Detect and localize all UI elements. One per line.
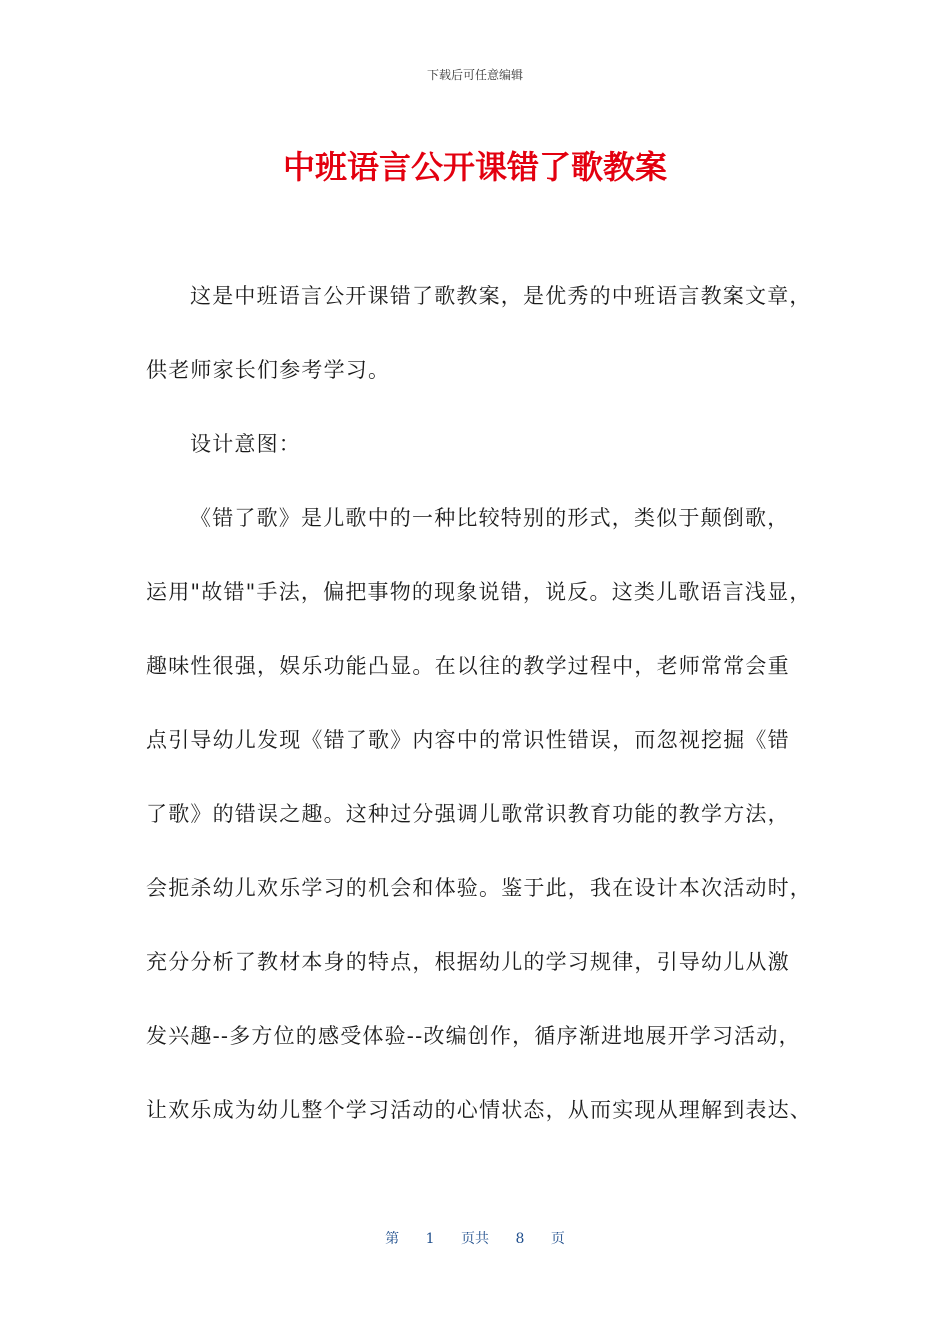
paragraph-line: 《错了歌》是儿歌中的一种比较特别的形式，类似于颠倒歌， <box>190 506 790 530</box>
paragraph-line: 供老师家长们参考学习。 <box>146 358 391 382</box>
footer-total-pages: 8 <box>515 1231 525 1247</box>
footer-label-end: 页 <box>550 1231 565 1247</box>
paragraph-line: 会扼杀幼儿欢乐学习的机会和体验。鉴于此，我在设计本次活动时， <box>146 876 812 900</box>
header-note: 下载后可任意编辑 <box>426 68 523 82</box>
paragraph-line: 运用"故错"手法，偏把事物的现象说错，说反。这类儿歌语言浅显， <box>146 580 812 604</box>
document-body <box>146 270 811 1158</box>
footer-page-number: 1 <box>425 1231 435 1247</box>
document-title: 中班语言公开课错了歌教案 <box>282 148 667 186</box>
paragraph-line: 让欢乐成为幼儿整个学习活动的心情状态，从而实现从理解到表达、 <box>146 1098 812 1122</box>
paragraph-line: 了歌》的错误之趣。这种过分强调儿歌常识教育功能的教学方法， <box>146 802 790 826</box>
paragraph-line: 充分分析了教材本身的特点，根据幼儿的学习规律，引导幼儿从激 <box>146 950 790 974</box>
section-heading: 设计意图： <box>190 432 301 456</box>
footer-label-page: 第 <box>385 1231 400 1247</box>
page-footer <box>0 1228 950 1248</box>
footer-label-total: 页共 <box>461 1231 489 1247</box>
paragraph-line: 这是中班语言公开课错了歌教案，是优秀的中班语言教案文章， <box>190 284 812 308</box>
paragraph-line: 发兴趣--多方位的感受体验--改编创作，循序渐进地展开学习活动， <box>146 1024 801 1048</box>
paragraph-line: 趣味性很强，娱乐功能凸显。在以往的教学过程中，老师常常会重 <box>146 654 790 678</box>
paragraph-line: 点引导幼儿发现《错了歌》内容中的常识性错误，而忽视挖掘《错 <box>146 728 790 752</box>
